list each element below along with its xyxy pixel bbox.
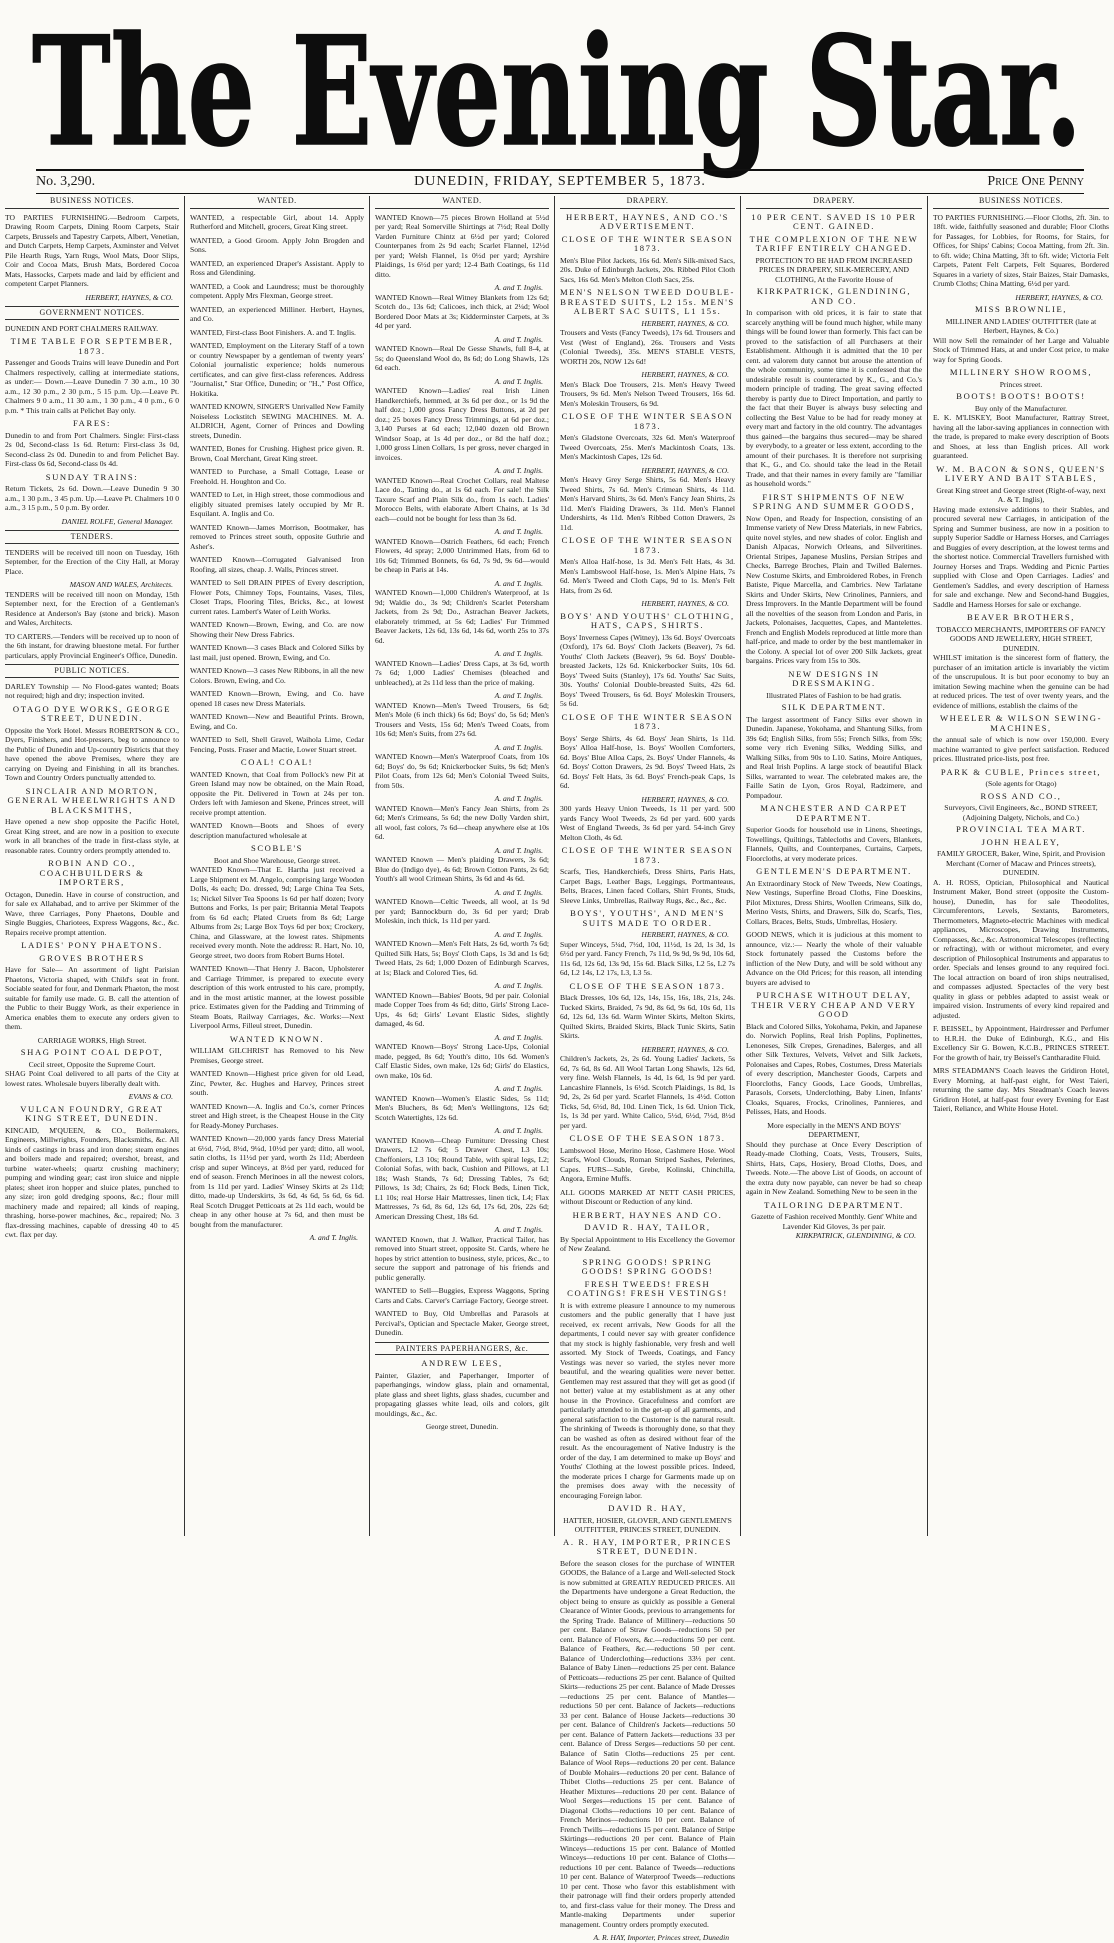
advertiser-signature: A. and T. Inglis. xyxy=(494,887,543,897)
column-body xyxy=(746,213,922,1241)
advertisement-text: Super Winceys, 5¼d, 7½d, 10d, 11½d, 1s 2d, 1s 3d, 1s 6½d per yard. Fancy French, 7s 11d, 9s 9d, 9s 9d, 10s 6d, 11s 6d, 12s 6d, 13s 9d, 15s 6d. Black Silks, L2 5s, L2 7s 6d, L2 14s, L2 17s, L3, L3 5s. xyxy=(560,939,735,977)
advertisement-heading: WHEELER & WILSON SEWING-MACHINES, xyxy=(939,713,1103,733)
advertisement-heading: CLOSE OF THE WINTER SEASON 1873. xyxy=(561,535,734,555)
advertisement-text: TO PARTIES FURNISHING.—Floor Cloths, 2ft. 3in. to 18ft. wide, faithfully seasoned and durable; Floor Cloths for Passages, for Lobbies, for Rooms, for Stairs, for Offices, for Ships' Cabins; Cocoa Matting, from 2ft. 3in. to 6ft. wide; China Matting, 3ft to 6ft. wide; Victoria Felt Carpets, Patent Felt Carpets, Felt Squares, Bordered Squares in a variety of sizes, Stair Baizes, Stair Damasks, Crumb Cloths; China Matting, 6½d per yard. xyxy=(933,212,1109,288)
advertisement-text: MRS STEADMAN'S Coach leaves the Gridiron Hotel, Every Morning, at half-past eight, for West Taieri, returning the same day. Mrs Steadman's Coach leaves Gridiron Hotel, at half-past four every Evening for East Taieri, Reliance, and White House Hotel. xyxy=(933,1066,1109,1113)
advertisement-heading: MANCHESTER AND CARPET DEPARTMENT. xyxy=(760,803,908,823)
centered-line: Surveyors, Civil Engineers, &c., BOND STREET, (Adjoining Dalgety, Nichols, and Co.) xyxy=(944,803,1098,822)
column-6 xyxy=(927,196,1114,1536)
advertisement-heading: W. M. BACON & SONS, QUEEN'S LIVERY AND BAIT STABLES, xyxy=(936,463,1106,483)
advertisement-text: Black and Colored Silks, Yokohama, Pekin, and Japanese do. Norwich Poplins, Real Irish Poplins, Poplinettes, Lenoneses, Silk Crepes, Grenadines, Balerges, and all other Silk Textures, Velvets, Velvet and Silk Jackets, Polonaises and Capes, Robes, Costumes, Dress Materials of every description, Manchester Goods, Carpets and Floorcloths, Fancy Goods, Lace Goods, Umbrellas, Parasols, Corsets, Underclothing, Baby Linen, Infants' Cloaks, Squares, Frocks, Crinolines, Pannieres, and Pelisses, Hats, and Hoods. xyxy=(746,1021,922,1116)
advertisement-text: WANTED Known—Boots and Shoes of every description manufactured wholesale at xyxy=(190,821,364,840)
advertisement-heading: CLOSE OF THE SEASON 1873. xyxy=(569,980,726,991)
advertisement-heading: GROVES BROTHERS xyxy=(39,952,145,963)
advertisement-text: Should they purchase at Once Every Description of Ready-made Clothing, Coats, Vests, Trousers, Suits, Shirts, Hats, Caps, Hosiery, Broad Cloths, Does, and Tweeds. Note.—The above List of Goods, on account of the extra duty now payable, can never be had so cheap again in New Zealand. Something New to be seen in the xyxy=(746,1139,922,1196)
advertiser-signature: A. and T. Inglis. xyxy=(494,1126,543,1135)
advertisement-text: the annual sale of which is now over 150,000. Every machine warranted to give perfect satisfaction. Reduced prices. Illustrated price-lists, post free. xyxy=(933,735,1109,763)
advertisement-heading: BEAVER BROTHERS, xyxy=(966,612,1076,622)
advertiser-signature: A. and T. Inglis. xyxy=(494,981,543,990)
advertiser-signature: A. and T. Inglis. xyxy=(494,1084,543,1093)
advertiser-signature: A. and T. Inglis. xyxy=(309,1233,358,1242)
advertisement-text: WANTED Known—3 cases New Ribbons, in all the new Colors. Brown, Ewing, and Co. xyxy=(190,666,364,685)
advertisement-text: Children's Jackets, 2s, 2s 6d. Young Ladies' Jackets, 5s 6d, 7s 6d, 8s 6d. All Wool Tartan Long Shawls, 12s 6d, very fine. Welsh Flannels, 1s 4d, 1s 6d, 1s 9d per yard. Lancashire Flannels, 1s 6½d. Scotch Plaidings, 1s 8d, 1s 9d, 2s, 2s 6d per yard. Scarlet Flannels, 1s 4½d. Cotton Ticks, 5d, 6½d, 8d, 10d. Linen Tick, 1s 6d. Union Tick, 1s, 1s 3d per yard. White Calico, 5½d, 6½d, 7½d, 8½d per yard. xyxy=(560,1054,735,1130)
column-heading: BUSINESS NOTICES. xyxy=(5,196,179,209)
advertisement-heading: HERBERT, HAYNES AND CO. xyxy=(572,1209,723,1220)
column-body xyxy=(560,213,735,1943)
advertisement-heading: FRESH TWEEDS! FRESH COATINGS! FRESH VESTINGS! xyxy=(567,1278,728,1298)
advertisement-text: WANTED, a Good Groom. Apply John Brogden and Sons. xyxy=(190,235,364,254)
advertisement-text: WANTED Known—Men's Tweed Trousers, 6s 6d; Men's Mole (6 inch thick) 6s 6d; Boys' do, 5s 6d; Men's Trousers and Vests, 15s 6d; Men's Tweed Coats, from 10s 6d; Men's Suits, from 27s 6d. xyxy=(375,700,549,738)
advertisement-text: WANTED, Bones for Crushing. Highest price given. R. Brown, Coal Merchant, Great King street. xyxy=(190,444,364,463)
advertiser-signature: HERBERT, HAYNES, & CO. xyxy=(641,370,729,379)
centered-line: George street, Dunedin. xyxy=(425,1422,499,1431)
masthead xyxy=(0,0,1114,180)
advertisement-text: Lambswool Hose, Merino Hose, Cashmere Hose. Wool Scarfs, Wool Clouds, Roman Striped Sashes, Pelerines, Capes. FURS—Sable, Grebe, Kolinski, Chinchilla, Angora, Ermine Muffs. xyxy=(560,1145,735,1183)
advertisement-text: Trousers and Vests (Fancy Tweeds), 17s 6d. Trousers and Vest (West of England), 26s. Trousers and Vests (Colonial Tweeds), 35s. MEN'S STABLE VESTS, WORTH 20s, NOW 12s 6d! xyxy=(560,328,735,366)
advertisement-heading: PURCHASE WITHOUT DELAY, THEIR VERY CHEAP AND VERY GOOD xyxy=(751,990,917,1019)
advertisement-text: TENDERS will be received till noon on Tuesday, 16th September, for the Erection of the City Hall, at Moray Place. xyxy=(5,547,179,576)
advertiser-signature: A. and T. Inglis. xyxy=(494,376,543,386)
centered-line: Buy only of the Manufacturer. xyxy=(974,403,1068,413)
advertisement-heading: MEN'S NELSON TWEED DOUBLE-BREASTED SUITS, L2 15s. MEN'S ALBERT SAC SUITS, L1 15s. xyxy=(560,287,735,316)
advertisement-text: WANTED Known—1,000 Children's Waterproof, at 1s 9d; Waldie do., 3s 9d; Children's Scarlet Petersham Jackets, from 2s 9d; Do., Astrachan Beaver Jackets, elaborately trimmed, at 5s 6d; Ladies' Fur Trimmed Beaver Jackets, 12s 6d, 13s 6d, 14s 6d, worth 25s to 37s 6d. xyxy=(375,588,549,645)
advertisement-text: WANTED to Sell DRAIN PIPES of Every description, Flower Pots, Chimney Tops, Fountains, Vases, Tiles, Closet Traps, Flooring Tiles, Bricks, &c., at lowest current rates. Lambert's Water of Leith Works. xyxy=(190,578,364,616)
advertisement-heading: TIME TABLE FOR SEPTEMBER, 1873. xyxy=(10,336,174,356)
advertisement-text: Before the season closes for the purchase of WINTER GOODS, the Balance of a Large and Well-selected Stock is now submitted at GREATLY REDUCED PRICES. All the Departments have undergone a Great Reduction, the object being to ensure as quickly as possible a General Clearance of Winter Goods, previous to arrangements for the Spring Trade. Balance of Millinery—reductions 50 per cent. Balance of Straw Goods—reductions 50 per cent. Balance of Flowers, &c.—reductions 50 per cent. Balance of Feathers, &c.—reductions 50 per cent. Balance of Underclothing—reductions 33⅓ per cent. Balance of Baby Linen—reductions 25 per cent. Balance of Petticoats—reductions 25 per cent. Balance of Quilted Skirts—reductions 25 per cent. Balance of Made Dresses—reductions 25 per cent. Balance of Mantles—reductions 50 per cent. Balance of Jackets—reductions 33 per cent. Balance of House Jackets—reductions 30 per cent. Balance of Children's Jackets—reductions 50 per cent. Balance of Pattern Jackets—reductions 33 per cent. Balance of Dress Serges—reductions 50 per cent. Balance of Satin Cloths—reductions 25 per cent. Balance of Wool Reps—reductions 20 per cent. Balance of Double Mohairs—reductions 20 per cent. Balance of Thibet Cloths—reductions 25 per cent. Balance of Heather Mixtures—reductions 20 per cent. Balance of Wool Serges—reductions 15 per cent. Balance of Diagonal Cloths—reductions 10 per cent. Balance of French Merinos—reductions 10 per cent. Balance of French Twills—reductions 15 per cent. Balance of Stripe Skirtings—reductions 20 per cent. Balance of Plain Winceys—reductions 15 per cent. Balance of Mottled Winceys—reductions 10 per cent. Balance of Cloths—reductions 10 per cent. Balance of Tweeds—reductions 10 per cent. Balance of Waterproof Tweeds—reductions 10 per cent. Those who favor this establishment with their patronage will find their orders properly attended to, and first-class value for their money. The Dress and Mantle-making Departments under superior management. Country orders promptly executed. xyxy=(560,1558,735,1929)
advertisement-text: WANTED, a respectable Girl, about 14. Apply Rutherford and Mitchell, grocers, Great King street. xyxy=(190,212,364,231)
advertisement-text: DARLEY Township — No Flood-gates wanted; Boats not required; high and dry; inspection invited. xyxy=(5,681,179,700)
advertisement-text: WANTED Known—Corrugated Galvanised Iron Roofing, all sizes, cheap. J. Walls, Princes street. xyxy=(190,555,364,574)
advertiser-signature: A. and T. Inglis. xyxy=(494,466,543,475)
advertisement-text: Now Open, and Ready for Inspection, consisting of an Immense variety of New Dress Materials, in new Fabrics, quite novel styles, and new shades of color. English and Danish Alpacas, Norwich Orleans, and Silveritines. Oriental Stripes, Japanese Muslins, Persian Stripes and Checks, Barrege Broches, Plain and Twilled Balernes. New Costume Skirts, and Embroidered Robes, in French Batiste, Pique Marcella, and Cambrics. New Tarlatane Skirts and Under Skirts, New Crinolines, Panniers, and Dress Improvers. In the Mantle Department will be found all the novelties of the season from London and Paris, in Jackets, Polonaises, Jacquettes, Capes, and Mantelettes. French and English Models reproduced at little more than half-price, and made to order by the best mantlemaker in the Colony. A special lot of over 200 Silk Jackets, great bargains. Prices vary from 15s to 30s. xyxy=(746,513,922,665)
advertisement-text: WANTED to Sell—Buggies, Express Waggons, Spring Carts and Cabs. Carver's Carriage Factory, George street. xyxy=(375,1286,549,1305)
advertisement-text: Painter, Glazier, and Paperhanger, Importer of paperhangings, window glass, plain and ornamental, plate glass and sheet lights, glass shades, cucumber and propagating glasses white lead, oils and colors, gilt mouldings, &c., &c. xyxy=(375,1370,549,1418)
advertisement-text: WANTED to Let, in High street, those commodious and eligibly situated premises lately occupied by Mr R. Esquilant. A. Inglis and Co. xyxy=(190,490,364,518)
advertisement-heading: FARES: xyxy=(72,418,112,428)
advertisement-text: WANTED Known—Real De Gesse Shawls, full 8-4, at 5s; do Queensland Wool do, 8s 6d; do Long Shawls, 12s 6d each. xyxy=(375,344,549,372)
advertisement-heading: LADIES' PONY PHAETONS. xyxy=(21,940,163,950)
advertisement-text: Scarfs, Ties, Handkerchiefs, Dress Shirts, Paris Hats, Carpet Bags, Leather Bags, Leggings, Portmanteaus, Belts, Braces, Linen faced Collars, Shirt Fronts, Studs, Sleeve Links, Umbrellas, Railway Rugs, &c., &c., &c. xyxy=(560,867,735,905)
advertisement-text: Boys' Inverness Capes (Witney), 13s 6d. Boys' Overcoats (Oxford), 17s 6d. Boys' Cloth Jackets (Beaver), 7s 6d. Youths' Cloth Jackets (Beaver), 9s 6d. Boys' Double-breasted Jackets, 12s 6d. Knickerbocker Suits, 10s 6d. Boys' Tweed Suits (Stanley), 17s 6d. Youths' Sac Suits, 30s. Youths' Colonial Double-breasted Suits, 42s 6d. Boys' Tweed Trousers, 6s 6d. Boys' Moleskin Trousers, 5s 6d. xyxy=(560,632,735,708)
section-heading: TENDERS. xyxy=(5,530,179,544)
section-heading: PUBLIC NOTICES. xyxy=(5,664,179,678)
advertisement-text: WANTED Known—Cheap Furniture: Dressing Chest Drawers, L2 7s 6d; 5 Drawer Chest, L3 10s; Cheffoniers, L3 10s; Round Table, with spiral legs, L2; Colonial Sofas, with back, Cushion and Pillows, at L1 18s; Wash Stands, 7s 6d; Dressing Tables, 7s 6d; Pillows, 1s 3d; Chairs, 2s 6d; Flock Beds, Linen Tick, L1 10s; real Horse Hair Mattresses, linen tick, L4; Flax Mattresses, 7s 6d, 8s 6d, 12s 6d, 17s 6d, 20s, 22s 6d; American Dressing Chest, 18s 6d. xyxy=(375,1135,549,1221)
centered-line: HATTER, HOSIER, GLOVER, AND GENTLEMEN'S OUTFITTER, PRINCES STREET, DUNEDIN. xyxy=(563,1515,732,1534)
advertisement-text: WANTED Known—That Henry J. Bacon, Upholsterer and Carriage Trimmer, is prepared to execute every description of this work entrusted to his care, promptly, and in the most artistic manner, at the lowest possible price. Estimates given for the Padding and Trimming of Steam Boats, Railway Carriages, &c. Works:—Next Liverpool Arms, Filleul street, Dunedin. xyxy=(190,964,364,1030)
advertisement-text: Men's Black Doe Trousers, 21s. Men's Heavy Tweed Trousers, 9s 6d. Men's Nelson Tweed Trousers, 16s 6d. Men's Moleskin Trousers, 6s 9d. xyxy=(560,379,735,408)
advertisement-text: TO CARTERS.—Tenders will be received up to noon of the 6th instant, for drawing bluestone metal. For further particulars, apply Provincial Engineer's Office, Dunedin. xyxy=(5,631,179,660)
column-3 xyxy=(369,196,554,1536)
issue-price: Price One Penny xyxy=(987,174,1084,189)
advertisement-heading: SILK DEPARTMENT. xyxy=(781,702,887,712)
advertisement-text: Boys' Serge Shirts, 4s 6d. Boys' Jean Shirts, 1s 11d. Boys' Alloa Half-hose, 1s. Boys' Woollen Comforters, 6d. Boys' Blue Alloa Caps, 2s. Boys' Under Flannels, 4s 6d. Boys' Cotton Drawers, 2s 9d. Boys' Tweed Hats, 2s 6d. Boys' Felt Hats, 3s 6d. Boys' French-peak Caps, 1s 6d. xyxy=(560,733,735,790)
advertisement-heading: BOYS' AND YOUTHS' CLOTHING, HATS, CAPS, SHIRTS. xyxy=(560,610,735,630)
column-heading: BUSINESS NOTICES. xyxy=(933,196,1109,209)
column-body xyxy=(375,213,549,1432)
advertisement-text: F. BEISSEL, by Appointment, Hairdresser and Perfumer to H.R.H. the Duke of Edinburgh, K.G., and His Excellency Sir G. Bowen, K.C.B., PRINCES STREET. For the growth of hair, try Beissel's Cantharadite Fluid. xyxy=(933,1024,1109,1062)
centered-line: More especially in the MEN'S AND BOYS' DEPARTMENT, xyxy=(767,1120,901,1139)
advertisement-text: WANTED Known—Ladies' real Irish Linen Handkerchiefs, hemmed, at 3s 6d per doz., or 1s 9d the half doz.; 1,000 gross Fancy Dress Buttons, at 2d per doz.; 25 boxes Fancy Dress Trimmings, at 6d per doz.; 3,140 Purses at 6d each; 12,040 dozen old Brown Windsor Soap, at 1s 4d per doz., or 8d the half doz.; 1,000 gross Linen Collars, 1s per gross, never charged in invoices. xyxy=(375,386,549,462)
advertisement-text: The largest assortment of Fancy Silks ever shown in Dunedin. Japanese, Yokohama, and Shantung Silks, from 39s 6d; English Silks, from 55s; French Silks, from 59s; some very rich Evening Silks, Wedding Silks, and Walking Silks, from 90s to L10. Satins, Moire Antiques, and Real Irish Poplins. A large stock of beautiful Black Silks, warranted to wear. The celebrated makes are, the Faille Satin de Lyon, Gros Royal, Radzimere, and Pompadour. xyxy=(746,714,922,800)
advertisement-heading: OTAGO DYE WORKS, GEORGE STREET, DUNEDIN. xyxy=(12,703,172,723)
advertiser-signature: A. R. HAY, Importer, Princes street, Dunedin xyxy=(593,1933,729,1942)
advertisement-heading: FIRST SHIPMENTS OF NEW SPRING AND SUMMER GOODS, xyxy=(752,491,916,511)
advertisement-text: WANTED Known—Boys' Strong Lace-Ups, Colonial made, pegged, 8s 6d; Youth's ditto, 10s 6d. Women's Calf Elastic Sides, own make, 12s 6d; Girls' do Elastics, own make, 10s 6d. xyxy=(375,1042,549,1080)
advertisement-text: WANTED, First-class Boot Finishers. A. and T. Inglis. xyxy=(190,327,356,337)
advertisement-heading: SCOBLE'S xyxy=(250,843,304,853)
advertisement-text: TO PARTIES FURNISHING.—Bedroom Carpets, Drawing Room Carpets, Dining Room Carpets, Stair Carpets, Brussels and Tapestry Carpets, Albert, Venetian, and Dutch Carpets, Hemp Carpets, Axminster and Velvet Pile Hearth Rugs, Yarn Rugs, Wool Mats, Door Slips, Coir and Cocoa Mats, Brush Mats, Bordered Cocoa Mats, Hassocks, Carpets made and laid by efficient and competent Carpet Planners. xyxy=(5,212,179,288)
advertisement-heading: MILLINERY SHOW ROOMS, xyxy=(949,367,1093,377)
advertisement-heading: CLOSE OF THE WINTER SEASON 1873. xyxy=(561,711,734,731)
advertisement-heading: DAVID R. HAY, xyxy=(608,1503,687,1513)
advertisement-text: WANTED, Employment on the Literary Staff of a town or country Newspaper by a gentleman of twenty years' Colonial journalistic experience; holds numerous certificates, and can give first-class references. Address "Journalist," Star Office, Dunedin; or "H.," Post Office, Hokitika. xyxy=(190,341,364,398)
advertisement-text: WANTED, an experienced Milliner. Herbert, Haynes, and Co. xyxy=(190,304,364,323)
column-heading: WANTED. xyxy=(190,196,364,209)
advertisement-text: KINCAID, M'QUEEN, & CO., Boilermakers, Engineers, Millwrights, Founders, Blacksmiths, &c. All kinds of castings in brass and iron done; steam engines and boilers made and repaired; overshot, breast, and turbine water-wheels; quartz crushing machinery; pumping and winding gear; cast iron sluice and nipple plates; sheet iron hopper and sluice plates, punched to any size; iron gold dredging spoons, &c.; flour mill machinery made and repaired; all kinds of reaping, thrashing, horse-power machines, &c., repaired; No. 3 flax-dressing machines, capable of dressing 40 to 45 cwt. flax per day. xyxy=(5,1125,179,1239)
advertisement-text: WANTED Known—Real Crochet Collars, real Maltese Lace do., Tatting do., at 1s 6d each. For sale! the Silk Taxure Scarf and Plain Silk do., from 1s each. Ladies' Morocco Belts, with elaborate Albert Chains, at 1s 3d each—could not be bought for less than 3s 6d. xyxy=(375,475,549,523)
advertisement-heading: MISS BROWNLIE, xyxy=(974,304,1068,314)
centered-line: Cecil street, Opposite the Supreme Court. xyxy=(28,1059,156,1069)
advertisement-heading: CLOSE OF THE WINTER SEASON 1873. xyxy=(561,411,734,431)
advertisement-text: A. H. ROSS, Optician, Philosophical and Nautical Instrument Maker, Bond street (opposite the Custom-house), Dunedin, has for sale Theodolites, Circumferentors, Levels, Sextants, Barometers, Thermometers, Magneto-electric Machines with medical appliances, Microscopes, Drawing Instruments, Compasses, &c., &c. Astronomical Telescopes (reflecting or refracting), with or without micrometer, and every description of Philosophical Instruments and apparatus to order. Specials and lenses ground to any required foci. The local attraction on board of iron ships neutralised, and compasses adjusted. Spectacles of the very best quality in glass or pebbles adapted to assist weak or impaired vision. Instruments of every kind repaired and adjusted. xyxy=(933,877,1109,1020)
advertisement-text: WANTED to Buy, Old Umbrellas and Parasols at Percival's, Optician and Spectacle Maker, George street, Dunedin. xyxy=(375,1309,549,1337)
centered-line: TOBACCO MERCHANTS, IMPORTERS OF FANCY GOODS AND JEWELLERY, HIGH STREET, DUNEDIN. xyxy=(936,624,1106,653)
advertisement-heading: BOOTS! BOOTS! BOOTS! xyxy=(956,391,1086,401)
advertisement-heading: A. R. HAY, IMPORTER, PRINCES STREET, DUNEDIN. xyxy=(563,1536,732,1556)
column-body xyxy=(933,213,1109,1114)
advertiser-signature: HERBERT, HAYNES, & CO. xyxy=(85,292,173,302)
advertisement-text: Opposite the York Hotel. Messrs ROBERTSON & CO., Dyers, Finishers, and Hot-pressers, beg to announce to the Public of Dunedin and Up-country Districts that they have opened the above Premises, where they are carrying on Dyeing and Finishing in all its branches. Town and Country Orders punctually attended to. xyxy=(5,725,179,782)
dateline xyxy=(36,169,1084,194)
advertisement-heading: SUNDAY TRAINS: xyxy=(45,471,139,482)
advertisement-text: Passenger and Goods Trains will leave Dunedin and Port Chalmers respectively, calling at intermediate stations, as under:— Down.—Leave Dunedin 7 30 a.m., 10 30 a.m., 12 30 p.m., 2 30 p.m., 5 15 p.m. Up.—Leave Pt. Chalmers 9 0 a.m., 11 30 a.m., 1 30 p.m., 4 0 p.m., 6 0 p.m. * This train calls at Pelichet Bay only. xyxy=(5,358,179,415)
advertisement-text: WANTED Known—James Morrison, Bootmaker, has removed to Princes street south, opposite Guthrie and Asher's. xyxy=(190,522,364,551)
advertisement-text: 300 yards Heavy Union Tweeds, 1s 11 per yard. 500 yards Fancy Wool Tweeds, 2s 6d per yard. 600 yards West of England Tweeds, 3s 6d per yard. 54-inch Grey Melton Cloth, 4s 6d. xyxy=(560,804,735,842)
advertisement-heading: ROSS AND CO., xyxy=(980,790,1062,801)
advertisement-text: WANTED Known—Men's Waterproof Coats, from 10s 6d; Boys' do, 9s 6d; Knickerbocker Suits, 9s 6d; Men's Pilot Coats, from 12s 6d; Men's Colonial Tweed Suits, from 50s. xyxy=(375,752,549,790)
advertisement-heading: COAL! COAL! xyxy=(240,757,314,767)
advertisement-heading: WANTED KNOWN. xyxy=(229,1033,325,1044)
advertisement-text: WILLIAM GILCHRIST has Removed to his New Premises, George street. xyxy=(190,1046,364,1065)
advertisement-text: Men's Alloa Half-hose, 1s 3d. Men's Felt Hats, 4s 3d. Men's Lambswool Half-hose, 1s. Men's Alpine Hats, 7s 6d. Men's Tweed and Cloth Caps, 9d to 1s. Men's Felt Hats, from 2s 6d. xyxy=(560,557,735,595)
advertisement-text: WANTED to Sell, Shell Gravel, Waihola Lime, Cedar Fencing, Posts. Fraser and Mactie, Lower Stuart street. xyxy=(190,735,364,754)
advertisement-text: Have opened a new shop opposite the Pacific Hotel, Great King street, and are now in a position to execute work in all branches of the trade in first-class style, at reasonable rates. Country orders promptly attended to. xyxy=(5,817,179,855)
advertiser-signature: A. and T. Inglis. xyxy=(494,283,543,292)
column-5 xyxy=(740,196,927,1536)
advertisement-text: Having made extensive additions to their Stables, and procured several new Carriages, in anticipation of the Spring and Summer business, are now in a position to supply Superior Saddle or Harness Horses, and Carriages and Buggies of every description, at the lowest terms and the shortest notice. Commercial Travellers furnished with Journey Horses and Traps. Wedding and Picnic Parties supplied with Close and Open Carriages. Ladies' and Gentlemen's Saddles, and every description of Harness for sale and exchange. New and Second-hand Buggies, Saddle and Harness Horses for sale or exchange. xyxy=(933,504,1109,609)
advertiser-signature: KIRKPATRICK, GLENDINING, & CO. xyxy=(795,1231,916,1240)
advertiser-signature: MASON AND WALES, Architects. xyxy=(69,580,173,589)
advertisement-text: Return Tickets, 2s 6d. Down.—Leave Dunedin 9 30 a.m., 1 30 p.m., 3 45 p.m. Up.—Leave Pt. Chalmers 10 0 a.m., 3 15 p.m., 5 0 p.m. By order. xyxy=(5,484,179,512)
column-heading: DRAPERY. xyxy=(746,196,922,209)
advertisement-text: TENDERS will be received till noon on Monday, 15th September next, for the Erection of a Gentleman's Residence at Anderson's Bay (stone and brick). Mason and Wales, Architects. xyxy=(5,589,179,627)
centered-line: Great King street and George street (Right-of-way, next A. & T. Inglis), xyxy=(936,485,1106,504)
advertisement-heading: SHAG POINT COAL DEPOT, xyxy=(20,1047,164,1057)
advertisement-heading: CLOSE OF THE SEASON 1873. xyxy=(569,1133,726,1143)
centered-line: FAMILY GROCER, Baker, Wine, Spirit, and Provision Merchant (Corner of Macaw and Princes streets), DUNEDIN. xyxy=(936,849,1106,877)
column-2 xyxy=(184,196,369,1536)
advertiser-signature: A. and T. Inglis. xyxy=(494,845,543,855)
advertisement-text: WANTED Known—75 pieces Brown Holland at 5½d per yard; Real Somerville Shirtings at 7½d; Real Dolly Varden Furniture Chintz at 6½d per yard; Colored Counterpanes from 2s 9d each; Scarlet Flannel, 12½d per yard; Welsh Flannel, 1s 0½d per yard; Ayrshire Plaidings, 1s 6½d per yard; 12-4 Bath Coatings, 6s 11d ditto. xyxy=(375,212,549,279)
column-4 xyxy=(554,196,740,1942)
advertisement-text: WANTED Known—20,000 yards fancy Dress Material at 6½d, 7½d, 8½d, 9¼d, 10½d per yard; ditto, all wool, satin cloths, 1s 11½d per yard, worth 2s 11d; Aberdeen crisp and super Winceys, at 8½d per yard, reduced for end of season. French Merinoes in all the newest colors, from 1s 11d per yard. Ladies' Winsey Skirts at 2s 11d; ditto, made-up Underskirts, 3s 6d, 4s 6d, 5s 6d, 6s 6d. Real Scotch Drugget Petticoats at 2s 11d each, would be cheap in any other house at 7s 6d, and then must be bought from the manufacturer. xyxy=(190,1134,364,1229)
advertisement-text: WANTED Known—A. Inglis and Co.'s, corner Princes street and High street, is the Cheapest House in the City for Ready-Money Purchases. xyxy=(190,1101,364,1130)
advertisement-text: It is with extreme pleasure I announce to my numerous customers and the public generally that I have just received, ex recent arrivals, New Goods for all the departments, I could never say with greater confidence that my stock is highly fashionable, very fresh and well assorted. My Stock of Tweeds, Coatings, and Fancy Vestings was never so varied, the styles never more beautiful, and the wearing qualities were never better. Gentlemen may rest assured that they will get as good (if not better) value at my establishment as at any other house in the Province. Gracefulness and comfort are particularly attended to in the get-up of all garments, and general satisfaction to the Customer is the natural result. The shrinking of Tweeds is thoroughly done, so that they can be washed as often as desired without fear of the result. As the encouragement of Native Industry is the order of the day, I am determined to make up Boys' and Youths' Clothing at the lowest possible prices. Indeed, the moderate prices I charge for Garments made up on the premises does away with the necessity of encouraging Foreign labor. xyxy=(560,1300,735,1500)
advertisement-text: WANTED Known—Celtic Tweeds, all wool, at 1s 9d per yard; Bannockburn do, 3s 6d per yard; Drab Moleskin, inch thick, 1s 11d per yard. xyxy=(375,897,549,925)
advertisement-text: WANTED to Purchase, a Small Cottage, Lease or Freehold. H. Houghton and Co. xyxy=(190,467,364,486)
advertisement-text: Men's Gladstone Overcoats, 32s 6d. Men's Waterproof Tweed Overcoats, 25s. Men's Mackintosh Coats, 13s. Men's Mackintosh Capes, 12s 6d. xyxy=(560,433,735,461)
advertiser-signature: EVANS & CO. xyxy=(128,1092,173,1101)
advertisement-text: An Extraordinary Stock of New Tweeds, New Coatings, New Vestings, Superfine Broad Cloths, Fine Doeskins, Pilot Mixtures, Dress Shirts, Woollen Crimeans, Silk do, Merino Vests, Shirts, and Drawers, Silk do, Scarfs, Ties, Collars, Braces, Belts, Studs, Umbrellas, Hosiery. xyxy=(746,878,922,926)
column-1 xyxy=(0,196,184,1536)
advertisement-text: Black Dresses, 10s 6d, 12s, 14s, 15s, 16s, 18s, 21s, 24s. Tucked Skirts, Braided, 7s 9d, 8s 6d, 9s 6d, 10s 6d, 11s 6d, 12s 6d, 13s 6d. Warm Winter Skirts, Melton Skirts, Quilted Skirts, Braided Skirts, Black Tunic Skirts, Satin Skirts. xyxy=(560,993,735,1040)
advertisement-text: By Special Appointment to His Excellency the Governor of New Zealand. xyxy=(560,1234,735,1253)
advertisement-text: WANTED Known—That E. Hartha just received a Large Shipment ex M. Angelo, comprising large Wooden Dolls, 4s each; Do. dressed, 9d; Large China Tea Sets, 1s; Nickel Silver Tea Spoons 1s 6d per half dozen; Ivory Buttons and Forks, 1s per pair; Britannia Metal Teapots from 6s 6d each; Plated Cruets from 8s 6d; Large Albums from 2s; Large Box Toys 6d per box; Crockery, China, and Glassware, at the lowest rates. Shipments received every month. Note the address: R. Hart, No. 10, George street, two doors from Robert Burns Hotel. xyxy=(190,865,364,960)
column-body xyxy=(5,213,179,1240)
section-heading: PAINTERS PAPERHANGERS, &c. xyxy=(375,1342,549,1356)
centered-line: CARRIAGE WORKS, High Street. xyxy=(37,1035,147,1045)
advertisement-text: SHAG Point Coal delivered to all parts of the City at lowest rates. Wholesale buyers liberally dealt with. xyxy=(5,1069,179,1088)
advertisement-text: Men's Heavy Grey Serge Shirts, 5s 6d. Men's Heavy Tweed Shirts, 7s 6d. Men's Crimean Shirts, 4s 11d. Men's Harvard Shirts, 3s 6d. Men's Fancy Jean Shirts, 2s 11d. Men's Flaiding Drawers, 3s 11d. Men's Flannel Undershirts, 4s 11d. Men's Ribbed Cotton Drawers, 2s 11d. xyxy=(560,475,735,532)
advertisement-heading: GENTLEMEN'S DEPARTMENT. xyxy=(756,866,912,876)
advertisement-text: WANTED Known—Men's Felt Hats, 2s 6d, worth 7s 6d; Quilted Silk Hats, 5s; Boys' Cloth Caps, 1s 3d and 1s 6d; Tweed Hats, 2s 6d; 1,000 Dozen of Edinburgh Scarves, at 1s; Black and Colored Ties, 6d. xyxy=(375,939,549,977)
issue-date: DUNEDIN, FRIDAY, SEPTEMBER 5, 1873. xyxy=(414,174,706,189)
advertiser-signature: HERBERT, HAYNES, & CO. xyxy=(641,1044,729,1054)
advertiser-signature: HERBERT, HAYNES, & CO. xyxy=(641,930,729,939)
centered-line: MILLINER AND LADIES' OUTFITTER (late at Herbert, Haynes, & Co.) xyxy=(945,316,1097,335)
advertisement-text: WANTED Known—Real Witney Blankets from 12s 6d; Scotch do., 13s 6d; Calicoes, inch thick, at 2¼d; Wool Bordered Door Mats at 3s; Kidderminster Carpets, at 3s 4d per yard. xyxy=(375,292,549,330)
advertisement-heading: SINCLAIR AND MORTON, GENERAL WHEELWRIGHTS AND BLACKSMITHS, xyxy=(7,785,177,815)
advertisement-text: WANTED Known—Ostrich Feathers, 6d each; French Flowers, 4d spray; 2,000 Untrimmed Hats, from 6d to 10s 6d; Trimmed Bonnets, 6s 6d, 7s 9d, 9s 6d—would be cheap in Paris at 14s. xyxy=(375,536,549,574)
advertisement-heading: PROVINCIAL TEA MART. xyxy=(956,824,1086,834)
advertisement-text: WANTED Known—Ladies' Dress Caps, at 3s 6d, worth 7s 6d; 1,000 Ladies' Chemises (bleached and unbleached), at 2s 11d less than the price of making. xyxy=(375,658,549,687)
column-heading: DRAPERY. xyxy=(560,196,735,209)
advertisement-text: WHILST imitation is the sincerest form of flattery, the purchaser of an imitation article is invariably the victim of the unscrupulous. It is but poor economy to buy an imitation Sewing machine when the genuine can be had at reduced prices. The test of over twenty years, and the evidence of millions, establish the claims of the xyxy=(933,653,1109,710)
advertisement-text: WANTED Known—Brown, Ewing, and Co. are now Showing their New Dress Fabrics. xyxy=(190,620,364,639)
advertisement-text: DUNEDIN AND PORT CHALMERS RAILWAY. xyxy=(5,323,159,333)
advertisement-heading: 10 PER CENT. SAVED IS 10 PER CENT. GAINED. xyxy=(751,211,917,231)
advertisement-text: Octagon, Dunedin. Have in course of construction, and for sale ex Allahabad, and to arrive per Skimmer of the Wave, three Carriages, Pony Phaetons, Double and Single Buggies, Chariotees, Express Waggons, &c., &c. Repairs receive prompt attention. xyxy=(5,889,179,937)
advertisement-heading: JOHN HEALEY, xyxy=(981,836,1061,847)
advertisement-text: WANTED KNOWN, SINGER'S Unrivalled New Family Noiseless Lockstitch SEWING MACHINES. M. A. ALDRICH, Agent, Corner of Princes and Dowling streets, Dunedin. xyxy=(190,402,364,440)
advertiser-signature: HERBERT, HAYNES, & CO. xyxy=(1015,292,1103,302)
advertiser-signature: A. and T. Inglis. xyxy=(494,527,543,536)
advertiser-signature: HERBERT, HAYNES, & CO. xyxy=(641,465,729,475)
advertisement-text: Have for Sale— An assortment of light Parisian Phaetons, Victoria shaped, with Child's seat in front. Sociable seated for four, and Denmark Phaeton, the most suitable for family use made. G. B. call the attention of the Public to their Buggy Work, as their experience in America enables them to execute any orders given to them. xyxy=(5,965,179,1031)
advertiser-signature: A. and T. Inglis. xyxy=(494,742,543,752)
advertisement-heading: NEW DESIGNS IN DRESSMAKING. xyxy=(788,668,880,688)
advertisement-heading: CLOSE OF THE WINTER SEASON 1873. xyxy=(561,233,734,253)
advertisement-text: In comparison with old prices, it is fair to state that scarcely anything will be found much higher, while many things will be found lower than formerly. This fact can be proved to the satisfaction of all Purchasers at their Establishment. Although it is admitted that the 10 per cent. ad valorem duty cannot but arouse the attention of the whole community, some time it is confessed that the undesirable result is counteracted by K., G., and Co.'s modern principle of trading. The great saving effected thereby is partly due to Direct Importation, and partly to the fact that their Buyer is always busy selecting and collecting the Best Value to be had for ready money at every mart and factory in the old country. The advantages thus gained—the bargains thus secured—may be shared by everybody, to a greater or less extent, according to the amount of their purchases. It is therefore not surprising that K., G., and Co. should take the lead in the Retail Trade, and that their names in every family are "familiar as household words." xyxy=(746,308,922,488)
centered-line: Boot and Shoe Warehouse, George street. xyxy=(213,855,341,865)
advertiser-signature: HERBERT, HAYNES, & CO. xyxy=(641,599,729,608)
advertiser-signature: A. and T. Inglis. xyxy=(494,1032,543,1042)
column-heading: WANTED. xyxy=(375,196,549,209)
advertisement-text: WANTED, an experienced Draper's Assistant. Apply to Ross and Glendining. xyxy=(190,258,364,277)
advertiser-signature: A. and T. Inglis. xyxy=(494,649,543,658)
advertisement-text: ALL GOODS MARKED AT NETT CASH PRICES, without Discount or Reduction of any kind. xyxy=(560,1187,735,1206)
advertisement-heading: CLOSE OF THE WINTER SEASON 1873. xyxy=(561,845,734,865)
issue-number: No. 3,290. xyxy=(36,174,96,189)
advertiser-signature: DANIEL ROLFE, General Manager. xyxy=(61,516,173,526)
advertisement-heading: THE COMPLEXION OF THE NEW TARIFF ENTIRELY CHANGED. xyxy=(749,233,919,253)
advertisement-text: WANTED Known — Men's plaiding Drawers, 3s 6d; Blue do (Indigo dye), 4s 6d; Brown Cotton Pants, 2s 6d; Youth's all wool Crimean Shirts, 3s 6d and 4s 6d. xyxy=(375,855,549,883)
advertisement-text: WANTED Known—Babies' Boots, 9d per pair. Colonial made Copper Toes from 4s 6d; ditto, Girls' Strong Lace-Ups, 4s 6d; Girls' Levant Elastic Sides, slightly damaged, 4s 6d. xyxy=(375,990,549,1028)
advertiser-signature: A. and T. Inglis. xyxy=(494,794,543,803)
advertiser-signature: HERBERT, HAYNES, & CO. xyxy=(641,794,729,804)
advertisement-heading: ROBIN AND CO., COACHBUILDERS & IMPORTERS, xyxy=(39,858,145,887)
advertisement-text: WANTED, a Cook and Laundress; must be thoroughly competent. Apply Mrs Flexman, George street. xyxy=(190,281,364,300)
advertiser-signature: HERBERT, HAYNES, & CO. xyxy=(641,318,729,328)
advertisement-text: WANTED Known—3 cases Black and Colored Silks by last mail, just opened. Brown, Ewing, and Co. xyxy=(190,643,364,662)
centered-line: Illustrated Plates of Fashion to be had gratis. xyxy=(766,690,902,700)
advertisement-heading: HERBERT, HAYNES, AND CO.'S ADVERTISEMENT. xyxy=(566,211,729,231)
column-body xyxy=(190,213,364,1243)
advertisement-text: WANTED Known, that Coal from Pollock's new Pit at Green Island may now be obtained, on the Main Road, opposite the Pit. Delivered in Town at 24s per ton. Orders left with Jamieson and Skene, Princes street, will receive prompt attention. xyxy=(190,769,364,817)
masthead-svg xyxy=(0,0,1114,180)
section-heading: GOVERNMENT NOTICES. xyxy=(5,306,179,320)
advertisement-heading: TAILORING DEPARTMENT. xyxy=(764,1199,904,1210)
advertisement-heading: DAVID R. HAY, TAILOR, xyxy=(584,1222,711,1232)
advertisement-text: Will now Sell the remainder of her Large and Valuable Stock of Trimmed Hats, at and under Cost price, to make way for Spring Goods. xyxy=(933,335,1109,364)
advertisement-text: E. K. M'LISKEY, Boot Manufacturer, Rattray Street, having all the labor-saving appliances in connection with the trade, is prepared to make every description of Boots and Shoes, at less than English prices. All work guaranteed. xyxy=(933,413,1109,460)
advertisement-text: Dunedin to and from Port Chalmers. Single: First-class 2s 0d, Second-class 1s 6d. Return: First-class 3s 0d, Second-class 2s 0d. Dunedin to and from Pelichet Bay. First-class 0s 6d, Second-class 0s 4d. xyxy=(5,430,179,468)
advertisement-heading: ANDREW LEES, xyxy=(421,1358,503,1368)
advertisement-text: WANTED Known—Brown, Ewing, and Co. have opened 18 cases new Dress Materials. xyxy=(190,689,364,708)
advertiser-signature: A. and T. Inglis. xyxy=(494,1225,543,1234)
centered-line: PROTECTION TO BE HAD FROM INCREASED PRICES IN DRAPERY, SILK-MERCERY, AND CLOTHING, At the Favorite House of xyxy=(755,255,913,284)
advertisement-text: GOOD NEWS, which it is judicious at this moment to announce, viz.:— Nearly the whole of their valuable Stock fortunately passed the Customs before the infliction of the New Duty, and will be sold without any Advance on the Old Prices; for this reason, all intending buyers are advised to xyxy=(746,930,922,987)
advertisement-text: WANTED Known—Men's Fancy Jean Shirts, from 2s 6d; Men's Crimeans, 5s 6d; the new Dolly Varden shirt, all wool, fast colors, 7s 6d—cheap anywhere else at 10s 6d. xyxy=(375,803,549,841)
advertisement-text: WANTED Known—Highest price given for old Lead, Zinc, Pewter, &c. Hughes and Harvey, Princes street south. xyxy=(190,1069,364,1097)
advertisement-text: WANTED Known—New and Beautiful Prints. Brown, Ewing, and Co. xyxy=(190,712,364,731)
advertiser-signature: A. and T. Inglis. xyxy=(494,334,543,344)
advertiser-signature: A. and T. Inglis. xyxy=(494,929,543,939)
advertisement-heading: PARK & CUBLE, Princes street, xyxy=(940,766,1102,777)
advertisement-text: WANTED Known—Women's Elastic Sides, 5s 11d; Men's Bluchers, 8s 6d; Men's Wellingtons, 12s 6d; Scotch Watertights, 12s 6d. xyxy=(375,1093,549,1122)
advertisement-text: WANTED Known, that J. Walker, Practical Tailor, has removed into Stuart street, opposite St. Cards, where he hopes by strict attention to business, style, prices, &c., to secure the support and patronage of his friends and public generally. xyxy=(375,1234,549,1282)
advertisement-text: Men's Blue Pilot Jackets, 16s 6d. Men's Silk-mixed Sacs, 20s. Duke of Edinburgh Jackets, 20s. Ribbed Pilot Cloth Sacs, 16s 6d. Men's Melton Cloth Sacs, 25s. xyxy=(560,255,735,284)
advertiser-signature: A. and T. Inglis. xyxy=(494,691,543,700)
masthead-title: The Evening Star. xyxy=(32,4,1082,180)
advertisement-heading: SPRING GOODS! SPRING GOODS! SPRING GOODS! xyxy=(581,1256,714,1276)
centered-line: Princes street. xyxy=(999,379,1043,389)
advertisement-text: Superior Goods for household use in Linens, Sheetings, Towellings, Quiltings, Tablecloths and Covers, Blankets, Flannels, Quilts, and Counterpanes, Curtains, Carpets, Floorcloths, at very moderate prices. xyxy=(746,825,922,863)
centered-line: (Sole agents for Otago) xyxy=(985,779,1057,788)
centered-line: Gazette of Fashion received Monthly. Gent' White and Lavender Kid Gloves, 3s per pair. xyxy=(751,1212,917,1231)
advertisement-heading: VULCAN FOUNDRY, GREAT KING STREET, DUNEDIN. xyxy=(20,1103,164,1123)
advertisement-heading: BOYS', YOUTHS', AND MEN'S SUITS MADE TO ORDER. xyxy=(570,908,725,928)
advertisement-heading: KIRKPATRICK, GLENDINING, AND CO. xyxy=(756,286,912,306)
advertiser-signature: A. and T. Inglis. xyxy=(494,578,543,588)
